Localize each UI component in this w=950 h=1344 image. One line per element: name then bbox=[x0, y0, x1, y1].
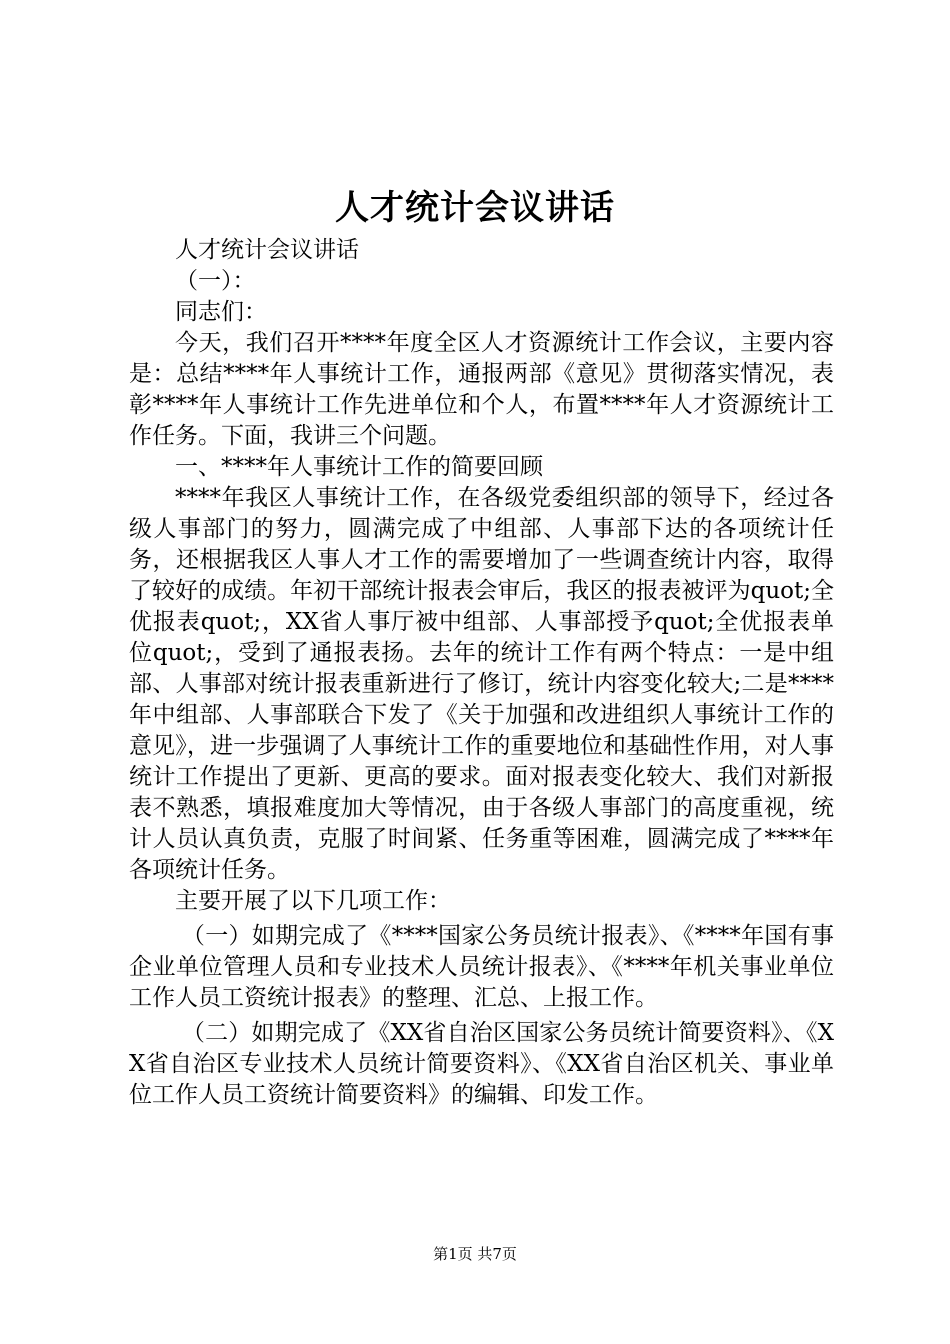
section-marker-paragraph: （一）： bbox=[175, 268, 256, 294]
page-indicator: 第1页 共7页 bbox=[433, 1245, 517, 1263]
salutation-paragraph: 同志们： bbox=[175, 299, 267, 325]
subtitle-paragraph: 人才统计会议讲话 bbox=[175, 237, 359, 263]
intro-paragraph: 今天，我们召开****年度全区人才资源统计工作会议，主要内容是：总结****年人事统计工作，通报两部《意见》贯彻落实情况，表彰****年人事统计工作先进单位和个人，布置****年人才资源统计工作任务。下面，我讲三个问题。 bbox=[129, 330, 834, 449]
work-list-intro: 主要开展了以下几项工作： bbox=[175, 888, 451, 914]
section-heading: 一、****年人事统计工作的简要回顾 bbox=[175, 454, 543, 480]
document-title: 人才统计会议讲话 bbox=[335, 188, 615, 228]
review-paragraph: ****年我区人事统计工作，在各级党委组织部的领导下，经过各级人事部门的努力，圆满完成了中组部、人事部下达的各项统计任务，还根据我区人事人才工作的需要增加了一些调查统计内容，取得了较好的成绩。年初干部统计报表会审后，我区的报表被评为quot;全优报表quot;，XX省人事厅被中组部、人事部授予quot;全优报表单位quot;，受到了通报表扬。去年的统计工作有两个特点：一是中组部、人事部对统计报表重新进行了修订，统计内容变化较大;二是****年中组部、人事部联合下发了《关于加强和改进组织人事统计工作的意见》，进一步强调了人事统计工作的重要地位和基础性作用，对人事统计工作提出了更新、更高的要求。面对报表变化较大、我们对新报表不熟悉，填报难度加大等情况，由于各级人事部门的高度重视，统计人员认真负责，克服了时间紧、任务重等困难，圆满完成了****年各项统计任务。 bbox=[129, 485, 834, 883]
work-item-one: （一）如期完成了《****国家公务员统计报表》、《****年国有事企业单位管理人员和专业技术人员统计报表》、《****年机关事业单位工作人员工资统计报表》的整理、汇总、上报工作。 bbox=[129, 923, 834, 1011]
document-body bbox=[129, 235, 834, 1111]
work-item-two: （二）如期完成了《XX省自治区国家公务员统计简要资料》、《XX省自治区专业技术人员统计简要资料》、《XX省自治区机关、事业单位工作人员工资统计简要资料》的编辑、印发工作。 bbox=[129, 1020, 834, 1108]
